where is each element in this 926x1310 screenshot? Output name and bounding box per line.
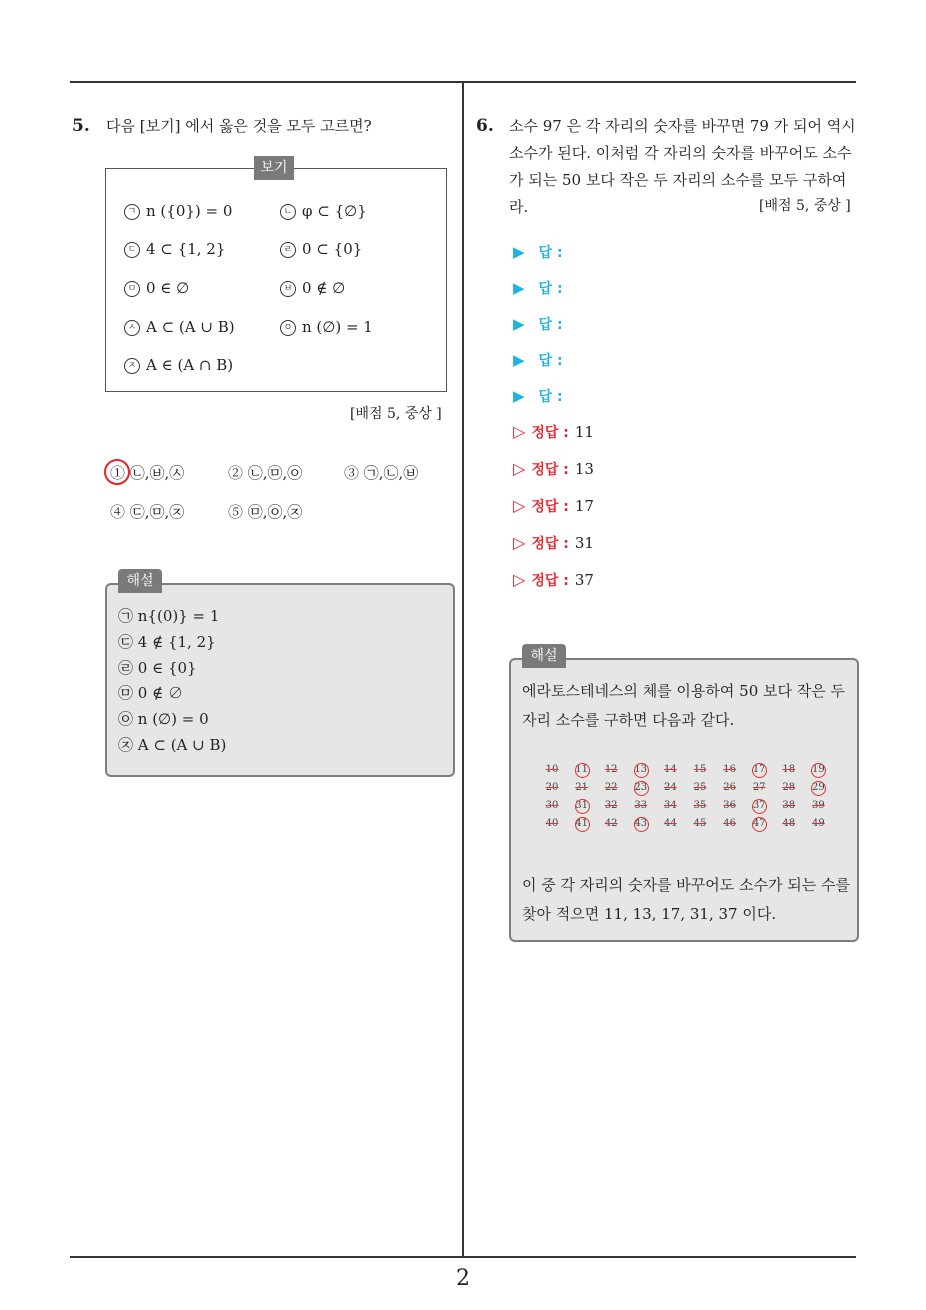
item-mark: ㄴ xyxy=(280,204,296,220)
item-expr: 0 ∈ ∅ xyxy=(146,279,190,297)
haeseol-text: 이 중 각 자리의 숫자를 바꾸어도 소수가 되는 수를 찾아 적으면 11, 13, 17, 31, 37 이다. xyxy=(522,876,850,923)
bogi-item xyxy=(280,279,345,297)
correct-label: 정답 : xyxy=(531,425,569,441)
sieve-number: 38 xyxy=(782,800,796,811)
bogi-item xyxy=(124,356,233,374)
answer-label: 답 : xyxy=(538,281,563,297)
item-expr: A ⊂ (A ∪ B) xyxy=(146,318,235,336)
sieve-number: 46 xyxy=(723,818,736,829)
haeseol-tab: 해설 xyxy=(118,569,162,593)
sieve-number: 15 xyxy=(693,764,707,775)
sieve-number: 29 xyxy=(805,780,831,796)
correct-label: 정답 : xyxy=(531,573,569,589)
bogi-item xyxy=(280,202,367,220)
sieve-number: 13 xyxy=(628,762,654,778)
item-mark: ㅁ xyxy=(124,281,140,297)
sieve-number: 24 xyxy=(664,782,677,793)
sieve-number: 40 xyxy=(545,818,559,829)
correct-answer-row xyxy=(513,570,594,590)
answer-row[interactable] xyxy=(513,350,563,370)
column-divider xyxy=(462,83,464,1256)
bogi-item xyxy=(124,240,225,258)
item-mark: ㄷ xyxy=(124,242,140,258)
sieve-number: 35 xyxy=(693,800,707,811)
bogi-item xyxy=(124,318,235,336)
choice-5[interactable]: ⑤ ㉤,㉧,㉨ xyxy=(228,503,303,521)
sieve-number: 36 xyxy=(723,800,736,811)
sieve-number: 39 xyxy=(812,800,825,811)
item-mark: ㅅ xyxy=(124,320,140,336)
outline-arrow-icon: ▷ xyxy=(513,459,526,478)
question-number: 5. xyxy=(72,116,90,136)
correct-answer-row xyxy=(513,459,594,479)
sieve-number: 45 xyxy=(693,818,707,829)
play-arrow-icon: ▶ xyxy=(513,387,525,405)
item-expr: 0 ⊂ {0} xyxy=(302,240,363,258)
haeseol-line: ㉠ n{(0)} = 1 xyxy=(118,607,220,625)
item-expr: 0 ∉ ∅ xyxy=(302,279,346,297)
sieve-number: 23 xyxy=(628,780,654,796)
correct-answer-row xyxy=(513,496,594,516)
question-text: 다음 [보기] 에서 옳은 것을 모두 고르면? xyxy=(106,117,372,135)
answer-row[interactable] xyxy=(513,386,563,406)
play-arrow-icon: ▶ xyxy=(513,351,525,369)
sieve-number: 21 xyxy=(575,782,588,793)
item-mark: ㅂ xyxy=(280,281,296,297)
sieve-number: 25 xyxy=(693,782,707,793)
bogi-item xyxy=(124,202,232,220)
choice-2[interactable]: ② ㉡,㉤,㉧ xyxy=(228,464,303,482)
sieve-number: 10 xyxy=(545,764,559,775)
question-text: 소수 97 은 각 자리의 숫자를 바꾸면 79 가 되어 역시 소수가 된다. 이처럼 각 자리의 숫자를 바꾸어도 소수가 되는 50 보다 작은 두 자리의 소수를 모두 구하여라. xyxy=(509,117,856,216)
sieve-number: 49 xyxy=(812,818,825,829)
sieve-number: 20 xyxy=(545,782,559,793)
sieve-number: 12 xyxy=(604,764,618,775)
sieve-number: 43 xyxy=(628,816,654,832)
play-arrow-icon: ▶ xyxy=(513,315,525,333)
correct-value: 13 xyxy=(574,460,594,478)
sieve-number: 31 xyxy=(569,798,595,814)
correct-value: 31 xyxy=(574,534,594,552)
haeseol-line: ㉤ 0 ∉ ∅ xyxy=(118,684,183,702)
sieve-number: 17 xyxy=(746,762,772,778)
sieve-number: 33 xyxy=(634,800,648,811)
item-expr: A ∈ (A ∩ B) xyxy=(146,356,234,374)
haeseol-line: ㉢ 4 ∉ {1, 2} xyxy=(118,633,216,651)
bogi-item xyxy=(280,318,373,336)
haeseol-line: ㉣ 0 ∈ {0} xyxy=(118,659,197,677)
play-arrow-icon: ▶ xyxy=(513,243,525,261)
sieve-number: 18 xyxy=(782,764,796,775)
item-expr: n ({0}) = 0 xyxy=(146,202,233,220)
item-expr: 4 ⊂ {1, 2} xyxy=(146,240,226,258)
correct-value: 17 xyxy=(574,497,594,515)
answer-label: 답 : xyxy=(538,353,563,369)
sieve-number: 16 xyxy=(723,764,736,775)
sieve-number: 44 xyxy=(664,818,677,829)
answer-row[interactable] xyxy=(513,278,563,298)
correct-value: 37 xyxy=(574,571,594,589)
choice-1[interactable]: ① ㉡,㉥,㉦ xyxy=(110,464,185,482)
bogi-item xyxy=(124,279,189,297)
answer-label: 답 : xyxy=(538,317,563,333)
outline-arrow-icon: ▷ xyxy=(513,533,526,552)
sieve-number: 11 xyxy=(569,762,595,778)
correct-answer-row xyxy=(513,533,594,553)
correct-answer-row xyxy=(513,422,594,442)
page-number: 2 xyxy=(456,1266,470,1291)
choice-4[interactable]: ④ ㉢,㉤,㉨ xyxy=(110,503,185,521)
sieve-number: 32 xyxy=(604,800,618,811)
score-label: [배점 5, 중상 ] xyxy=(350,406,442,422)
answer-label: 답 : xyxy=(538,245,563,261)
sieve-number: 47 xyxy=(746,816,772,832)
answer-row[interactable] xyxy=(513,314,563,334)
sieve-number: 14 xyxy=(664,764,677,775)
haeseol-tab: 해설 xyxy=(522,644,566,668)
bogi-item xyxy=(280,240,362,258)
item-expr: φ ⊂ {∅} xyxy=(302,202,367,220)
outline-arrow-icon: ▷ xyxy=(513,570,526,589)
outline-arrow-icon: ▷ xyxy=(513,496,526,515)
haeseol-text: 에라토스테네스의 체를 이용하여 50 보다 작은 두 자리 소수를 구하면 다음과 같다. xyxy=(522,682,846,729)
item-expr: n (∅) = 1 xyxy=(302,318,373,336)
sieve-number: 37 xyxy=(746,798,772,814)
sieve-number: 30 xyxy=(545,800,559,811)
sieve-number: 28 xyxy=(782,782,796,793)
sieve-number: 19 xyxy=(805,762,831,778)
sieve-number: 48 xyxy=(782,818,796,829)
play-arrow-icon: ▶ xyxy=(513,279,525,297)
item-mark: ㄹ xyxy=(280,242,296,258)
correct-label: 정답 : xyxy=(531,462,569,478)
item-mark: ㅇ xyxy=(280,320,296,336)
item-mark: ㄱ xyxy=(124,204,140,220)
choice-3[interactable]: ③ ㉠,㉡,㉥ xyxy=(344,464,419,482)
item-mark: ㅈ xyxy=(124,358,140,374)
outline-arrow-icon: ▷ xyxy=(513,422,526,441)
sieve-number: 26 xyxy=(723,782,736,793)
sieve-number: 22 xyxy=(604,782,618,793)
haeseol-line: ㉧ n (∅) = 0 xyxy=(118,710,209,728)
sieve-number: 41 xyxy=(569,816,595,832)
bogi-title: 보기 xyxy=(254,156,294,180)
sieve-number: 27 xyxy=(752,782,766,793)
sieve-number: 34 xyxy=(664,800,677,811)
haeseol-line: ㉨ A ⊂ (A ∪ B) xyxy=(118,736,227,754)
correct-label: 정답 : xyxy=(531,536,569,552)
correct-label: 정답 : xyxy=(531,499,569,515)
bottom-rule xyxy=(70,1256,856,1258)
correct-value: 11 xyxy=(574,423,594,441)
answer-label: 답 : xyxy=(538,389,563,405)
question-number: 6. xyxy=(476,116,494,136)
answer-row[interactable] xyxy=(513,242,563,262)
sieve-number: 42 xyxy=(604,818,618,829)
score-label: [배점 5, 중상 ] xyxy=(759,198,851,214)
